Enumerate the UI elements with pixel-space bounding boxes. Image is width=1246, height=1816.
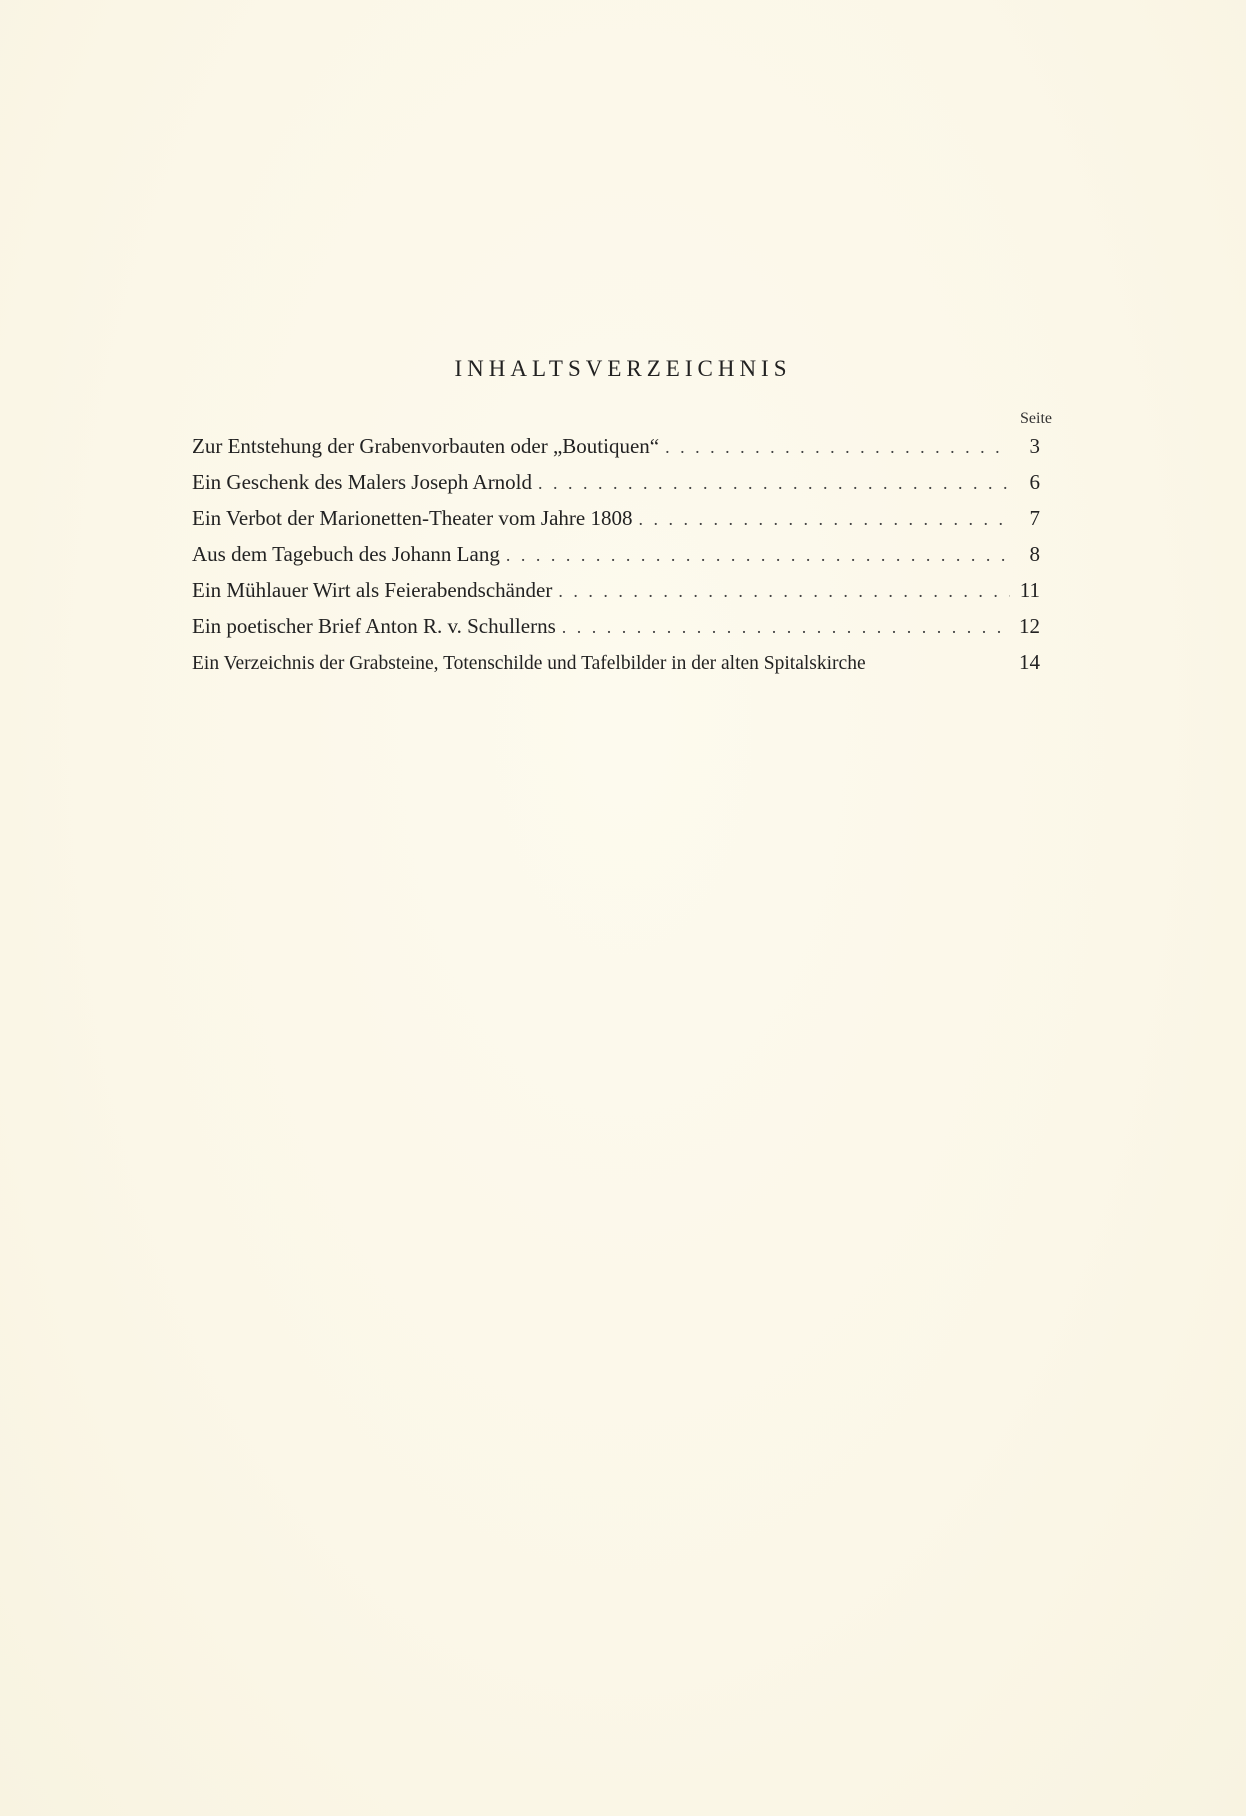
toc-entry	[192, 506, 1040, 542]
toc-entry	[192, 614, 1040, 650]
toc-entry-title: Ein Geschenk des Malers Joseph Arnold	[192, 470, 533, 494]
toc-entry	[192, 650, 1040, 686]
toc-entry-title: Zur Entstehung der Grabenvorbauten oder „Boutiquen“	[192, 434, 660, 458]
dot-leader	[562, 617, 1010, 638]
toc-entry	[192, 434, 1040, 470]
toc-entry-title: Ein Verbot der Marionetten-Theater vom Jahre 1808	[192, 506, 633, 530]
toc-entry-page: 11	[1019, 578, 1040, 602]
dot-leader	[506, 545, 1010, 566]
dot-leader	[638, 509, 1010, 530]
toc-entry-page: 8	[1029, 542, 1040, 566]
toc-entry-title: Aus dem Tagebuch des Johann Lang	[192, 542, 500, 566]
dot-leader	[558, 581, 1010, 602]
page-title: INHALTSVERZEICHNIS	[454, 356, 792, 381]
toc-entry-page: 3	[1029, 434, 1040, 458]
toc-entry-page: 6	[1029, 470, 1040, 494]
toc-entry	[192, 470, 1040, 506]
dot-leader	[665, 437, 1010, 458]
toc-entry	[192, 578, 1040, 614]
toc-entry-page: 7	[1029, 506, 1040, 530]
toc-entry-title: Ein Verzeichnis der Grabsteine, Totenschilde und Tafelbilder in der alten Spitalskirche	[192, 653, 866, 674]
toc-entry-title: Ein poetischer Brief Anton R. v. Schullerns	[192, 614, 556, 638]
toc-entry-page: 12	[1019, 614, 1040, 638]
toc-entry-title: Ein Mühlauer Wirt als Feierabendschänder	[192, 578, 553, 602]
toc-entries	[192, 434, 1040, 686]
dot-leader	[538, 473, 1010, 494]
toc-entry-page: 14	[1019, 650, 1040, 674]
page-column-label: Seite	[1020, 410, 1052, 427]
toc-entry	[192, 542, 1040, 578]
